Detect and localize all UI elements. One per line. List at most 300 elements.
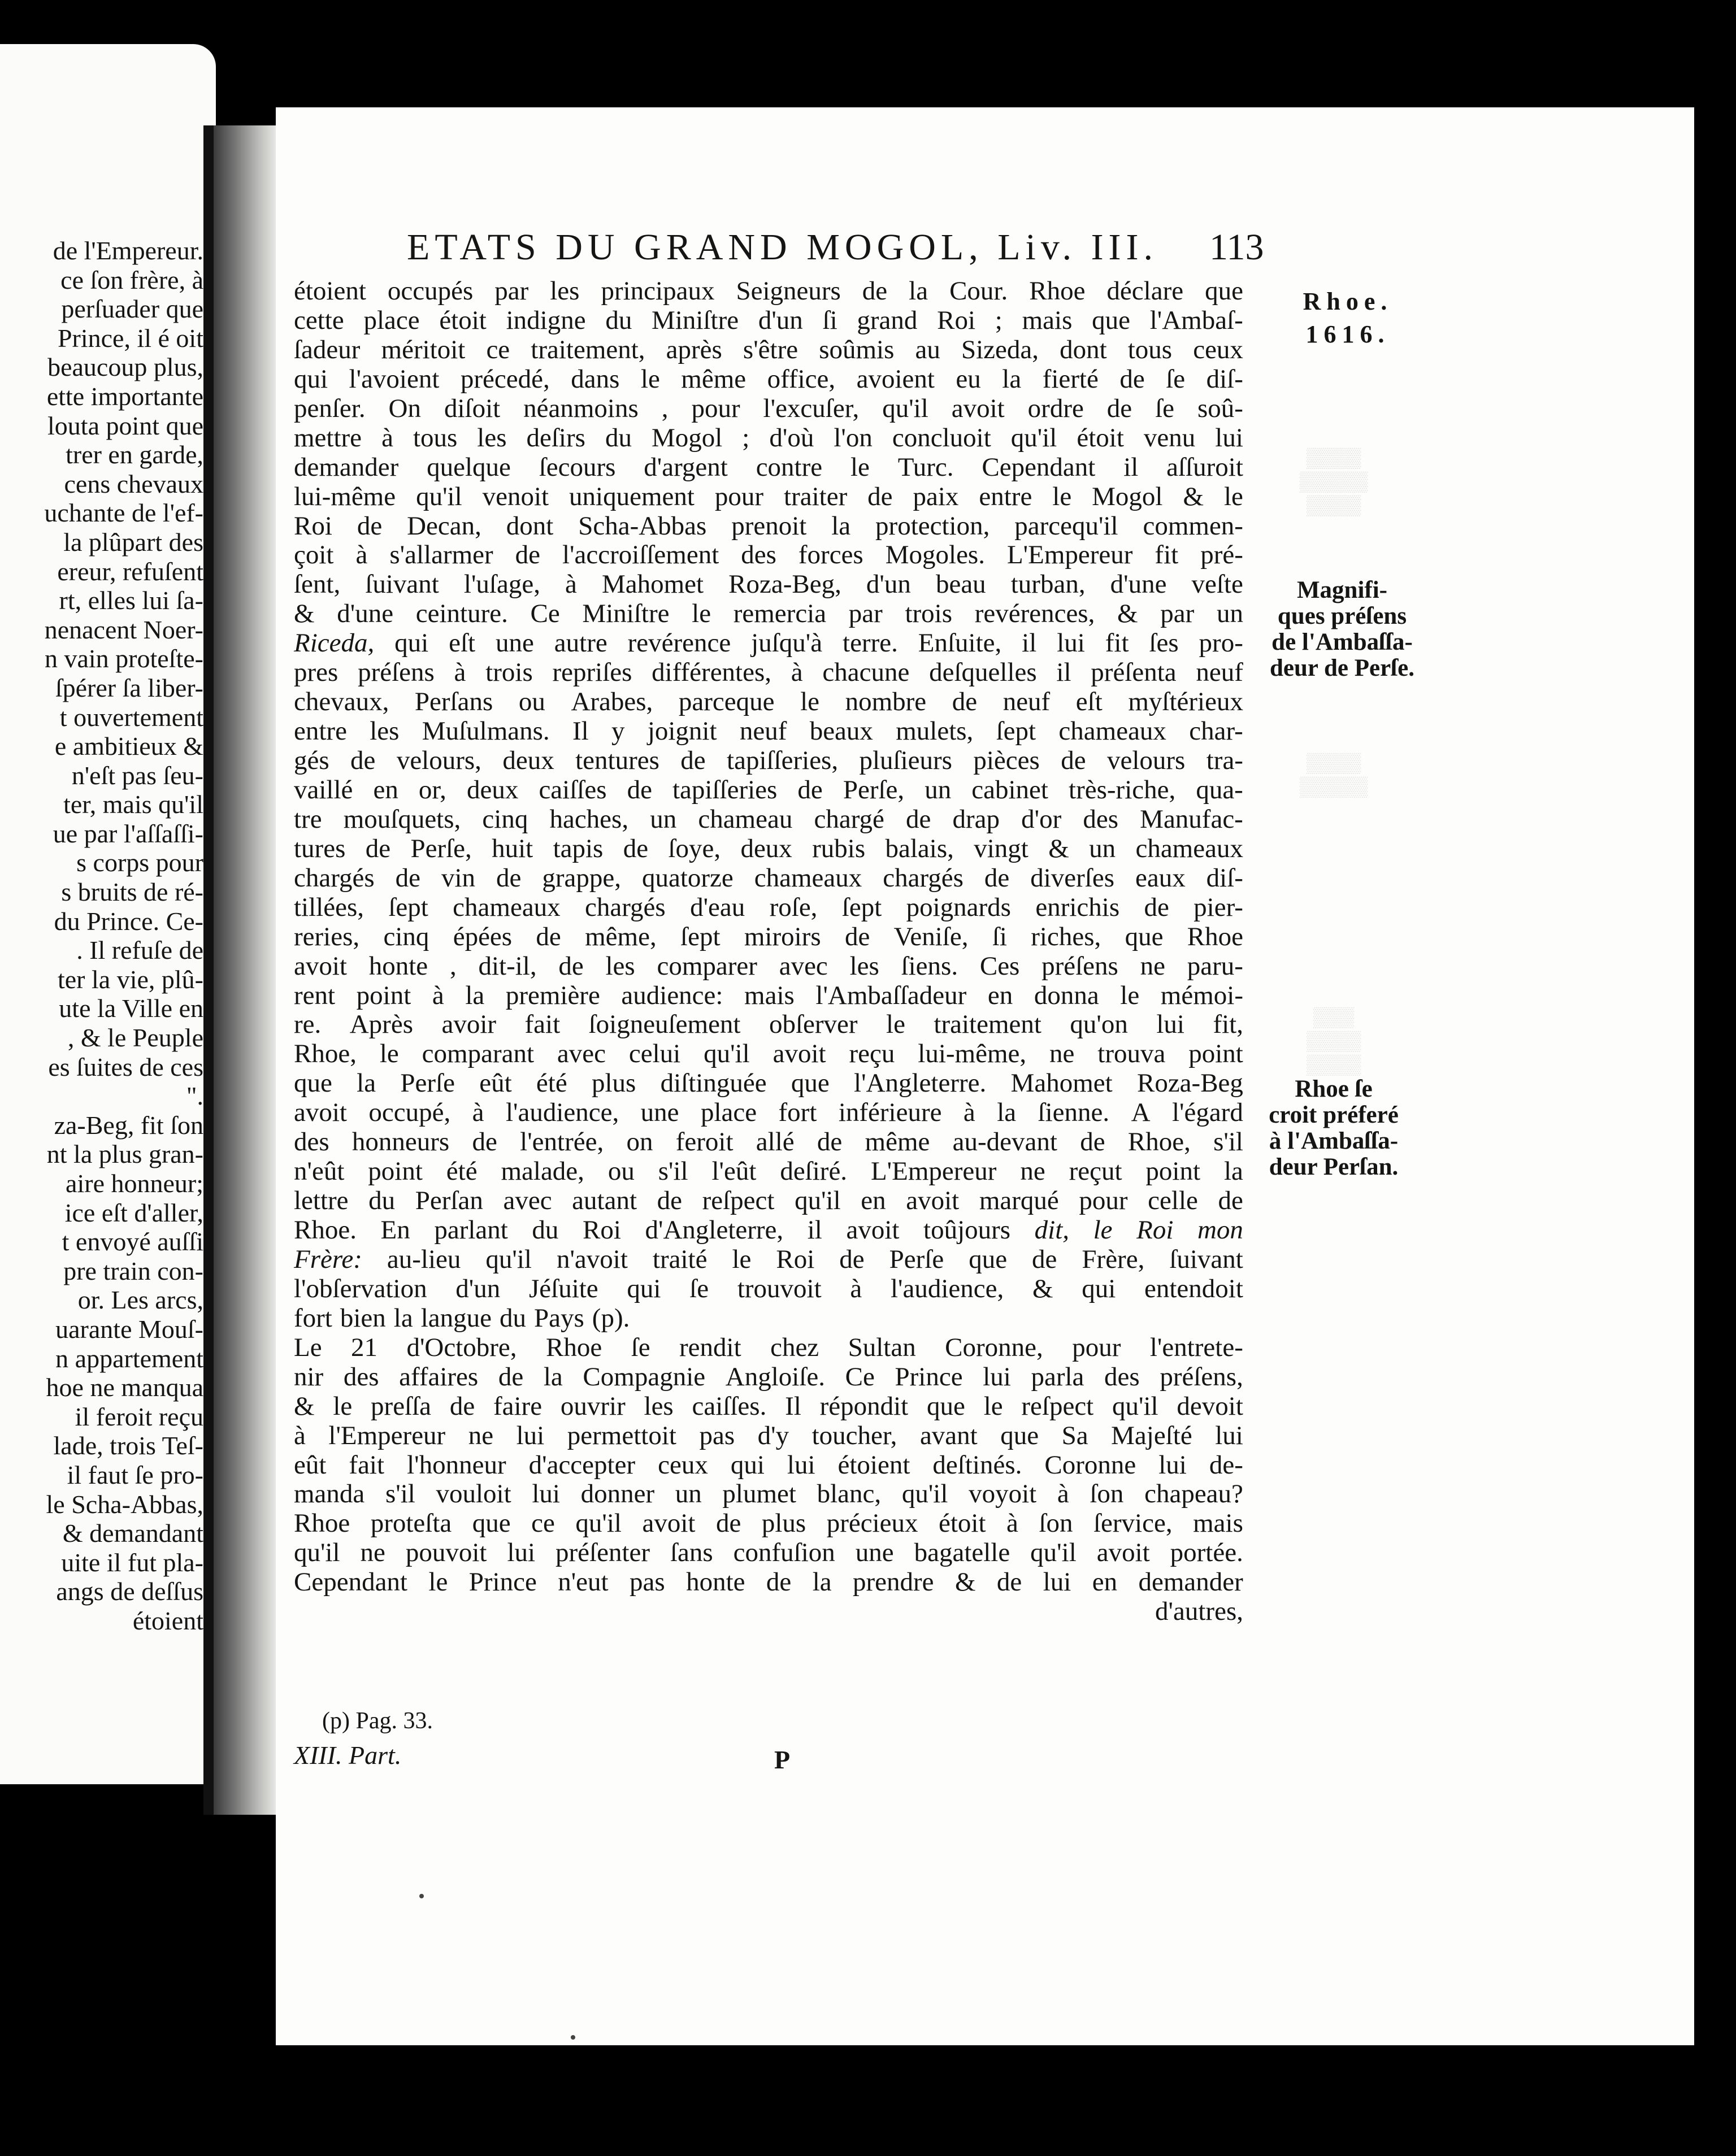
word: Ce: [530, 599, 560, 629]
left-page-line: il feroit reçu: [75, 1402, 203, 1431]
text-line: [294, 1128, 1243, 1157]
left-page-line: le Scha-Abbas,: [46, 1489, 203, 1519]
word: inférieure: [838, 1098, 942, 1128]
word: que: [472, 1509, 511, 1538]
word: l'audience,: [890, 1273, 1004, 1303]
word: deſirs: [526, 423, 585, 453]
text-line: [294, 1040, 1243, 1069]
word: de: [952, 687, 978, 717]
word: qu'il: [795, 1186, 841, 1216]
word: Angloiſe.: [725, 1362, 825, 1392]
word: comparant: [422, 1039, 535, 1069]
word: que: [1125, 921, 1164, 951]
word: Le: [294, 1332, 322, 1362]
text-line: [294, 1451, 1243, 1480]
word: d'accepter: [528, 1450, 636, 1480]
word: marqué: [979, 1186, 1059, 1216]
word: après: [666, 334, 722, 364]
word: que: [1000, 1420, 1039, 1450]
word: même: [865, 1127, 930, 1157]
word: reſpect: [702, 1186, 775, 1216]
word: à: [381, 423, 393, 453]
word: obſerver: [769, 1010, 858, 1040]
word: ſept: [841, 892, 882, 922]
word: Jéſuite: [528, 1273, 598, 1303]
word: de: [905, 804, 931, 834]
word: étoit: [439, 305, 487, 335]
word: &: [294, 1391, 315, 1421]
word: préſenter: [555, 1538, 650, 1568]
word: diſ-: [1206, 364, 1243, 394]
word: point: [1145, 1157, 1201, 1186]
word: en: [861, 1186, 886, 1216]
word: En: [380, 1215, 410, 1245]
word: ſervice,: [1093, 1509, 1173, 1538]
word: par: [848, 599, 883, 629]
word: ſoye,: [668, 833, 721, 863]
word: ouvrir: [560, 1391, 626, 1421]
word: précieux: [826, 1509, 918, 1538]
word: pouvoit: [405, 1538, 487, 1568]
word: des: [343, 1362, 379, 1392]
word: de: [817, 1127, 843, 1157]
word: étoient: [294, 276, 366, 306]
word: répondit: [819, 1391, 909, 1421]
word: de: [1144, 892, 1169, 922]
word: ſon: [1090, 1479, 1124, 1509]
left-page-line: perſuader que: [61, 294, 203, 324]
left-page-line: ice eſt d'aller,: [64, 1198, 203, 1227]
word: ſienne.: [1038, 1098, 1110, 1128]
text-line: [294, 688, 1243, 717]
word: voyoit: [969, 1479, 1037, 1509]
word: avoit: [294, 1098, 347, 1128]
word: à: [472, 1098, 484, 1128]
signature-mark: P: [774, 1745, 791, 1774]
word: Il: [572, 716, 589, 746]
word: une: [855, 1538, 894, 1568]
word: Mahomet: [1010, 1068, 1113, 1098]
word: que: [1092, 305, 1130, 335]
word: reçu: [849, 1039, 895, 1069]
word: reſpect: [1021, 1391, 1094, 1421]
word: n'eut: [558, 1567, 609, 1597]
word: s'il: [385, 1479, 415, 1509]
word: chacune: [822, 658, 910, 688]
word: des: [1104, 1362, 1140, 1392]
left-page-line: e ambitieux &: [54, 732, 203, 761]
word: le: [1120, 980, 1140, 1010]
word: mouſquets,: [343, 804, 461, 834]
word: de: [996, 1567, 1022, 1597]
word: la: [1002, 364, 1022, 394]
word: ou: [518, 687, 545, 717]
word: l'Ambaſſadeur: [815, 980, 967, 1010]
text-line: [294, 629, 1243, 658]
word: de: [715, 1509, 741, 1538]
margin-note-line: ques préſens: [1277, 603, 1407, 629]
word: Compagnie: [583, 1362, 706, 1392]
text-line: [294, 717, 1243, 746]
word: dans: [571, 364, 620, 394]
word: ne: [1049, 1039, 1075, 1069]
word: il: [1056, 658, 1071, 688]
word: chameaux: [1135, 833, 1243, 863]
word: qui: [627, 1273, 661, 1303]
word: On: [388, 393, 421, 423]
word: qui: [1082, 1273, 1116, 1303]
word: l'Empereur: [328, 1420, 446, 1450]
word: tra-: [1206, 746, 1243, 775]
word: demander: [294, 452, 399, 482]
word: tillées,: [294, 892, 364, 922]
word: d'une: [337, 599, 394, 629]
word: l'excuſer,: [763, 393, 860, 423]
left-page-line: hoe ne manqua: [46, 1373, 203, 1402]
word: fit: [1105, 628, 1129, 658]
word: toucher,: [811, 1420, 897, 1450]
left-page-line: n appartement: [55, 1344, 203, 1373]
word: fort: [294, 1303, 332, 1333]
word: d'eau: [690, 892, 745, 922]
word: Sa: [1061, 1420, 1088, 1450]
word: honte: [686, 1567, 745, 1597]
word: de: [766, 1567, 792, 1597]
text-line: [294, 541, 1243, 570]
word: donner: [580, 1479, 655, 1509]
word: des: [1083, 804, 1119, 834]
word: étoit: [1077, 423, 1124, 453]
text-line: [294, 599, 1243, 629]
word: la: [393, 1303, 413, 1333]
word: &: [1183, 481, 1204, 511]
word: ſecours: [539, 452, 616, 482]
word: la: [909, 276, 928, 306]
left-page-line: il faut ſe pro-: [67, 1460, 203, 1489]
word: l'entrete-: [1149, 1332, 1243, 1362]
word: lui: [516, 1420, 545, 1450]
word: entre: [294, 716, 347, 746]
word: s'allarmer: [389, 540, 493, 570]
text-line: [294, 893, 1243, 923]
word: parla: [1031, 1362, 1084, 1392]
word: Coronne: [1044, 1450, 1136, 1480]
text-line: [294, 1597, 1243, 1627]
word: malade,: [501, 1157, 584, 1186]
word: nombre: [845, 687, 927, 717]
word: char-: [1189, 716, 1243, 746]
word: de: [515, 540, 541, 570]
word: devoit: [1177, 1391, 1243, 1421]
text-line: [294, 1304, 1243, 1333]
word: grappe,: [542, 863, 621, 893]
word: chameaux: [1058, 716, 1166, 746]
word: Après: [349, 1010, 413, 1040]
footnote: (p) Pag. 33.: [322, 1708, 433, 1734]
word: point: [356, 980, 411, 1010]
word: Cour.: [949, 276, 1008, 306]
word: de: [862, 276, 888, 306]
running-head: [407, 226, 1736, 271]
word: ſans: [670, 1538, 713, 1568]
word: les: [849, 951, 879, 981]
text-line: [294, 1538, 1243, 1568]
word: toûjours: [923, 1215, 1011, 1245]
word: qu'il: [704, 1039, 750, 1069]
text-line: [294, 658, 1243, 688]
word: qu'il: [575, 1509, 622, 1538]
word: à: [432, 980, 444, 1010]
text-line: [294, 1157, 1243, 1186]
word: lui: [983, 1362, 1011, 1392]
word: Coronne,: [945, 1332, 1043, 1362]
word: prenoit: [731, 511, 807, 541]
word: neuf: [1002, 687, 1051, 717]
word: Roza-Beg: [1136, 1068, 1243, 1098]
word: dit-il,: [478, 951, 537, 981]
word: s'il: [1213, 1127, 1243, 1157]
word: parlant: [434, 1215, 508, 1245]
word: fait: [349, 1450, 385, 1480]
word: que: [294, 1068, 332, 1098]
word: la: [812, 1567, 832, 1597]
word: le: [850, 452, 870, 482]
word: dont: [506, 511, 554, 541]
word: la: [465, 980, 485, 1010]
word: il: [807, 1215, 822, 1245]
word: Cependant: [294, 1567, 407, 1597]
word: un: [925, 775, 952, 805]
word: Rhoe,: [294, 1039, 357, 1069]
word: preſſa: [371, 1391, 432, 1421]
word: la: [357, 1068, 376, 1098]
word: demander: [1138, 1567, 1243, 1597]
word: que: [791, 1068, 830, 1098]
word: qu'il: [416, 481, 462, 511]
word: fit,: [1213, 1010, 1243, 1040]
word: re.: [294, 1010, 322, 1040]
word: que: [927, 1391, 965, 1421]
word: de: [657, 1186, 682, 1216]
text-line: [294, 864, 1243, 893]
word: la: [831, 511, 851, 541]
word: Muſulmans.: [422, 716, 550, 746]
word: joignit: [647, 716, 717, 746]
word: pour: [1072, 1332, 1121, 1362]
word: ;: [742, 423, 750, 453]
word: Prince: [895, 1362, 963, 1392]
word: par: [1160, 599, 1195, 629]
word: trouva: [1097, 1039, 1166, 1069]
left-page-line: nt la plus gran-: [46, 1140, 203, 1169]
word: Perſe,: [410, 833, 472, 863]
word: affaires: [399, 1362, 479, 1392]
word: langue: [420, 1303, 492, 1333]
word: Roza-Beg,: [728, 570, 841, 599]
word: forces: [798, 540, 863, 570]
word: mais: [744, 980, 795, 1010]
word: neuf: [739, 716, 787, 746]
word: autre: [554, 628, 607, 658]
page-number: 113: [1209, 227, 1264, 268]
word: ſe: [631, 1332, 650, 1362]
margin-note-magnificent-presents: [1252, 577, 1433, 681]
word: balais,: [885, 833, 954, 863]
left-page-line: Prince, il é oit: [57, 323, 203, 353]
word: l'eût: [711, 1157, 757, 1186]
word: place: [363, 305, 420, 335]
word: de: [797, 775, 823, 805]
word: eſt: [449, 628, 476, 658]
word: velours,: [396, 746, 481, 775]
word: traitement: [934, 1010, 1041, 1040]
word: mais: [1193, 1509, 1243, 1538]
word: mettre: [294, 423, 362, 453]
text-line: [294, 805, 1243, 834]
word: qu'il: [1112, 1391, 1158, 1421]
word: (p).: [592, 1303, 630, 1333]
word: honte: [368, 951, 428, 981]
word: mémoi-: [1160, 980, 1243, 1010]
word: Ce: [845, 1362, 875, 1392]
word: bagatelle: [914, 1538, 1010, 1568]
left-page-line: & demandant: [62, 1519, 203, 1548]
word: que: [1205, 276, 1243, 306]
word: à: [850, 1273, 862, 1303]
word: ne: [360, 1538, 385, 1568]
word: Rhoe.: [294, 1215, 357, 1245]
text-line: [294, 1069, 1243, 1098]
left-page-line: es ſuites de ces: [48, 1052, 203, 1081]
word: qua-: [1196, 775, 1243, 805]
word: eût: [479, 1068, 512, 1098]
word: ,: [449, 951, 457, 981]
word: de: [496, 863, 522, 893]
word: différentes,: [652, 658, 772, 688]
word: permettoit: [567, 1420, 676, 1450]
word: le: [1052, 481, 1072, 511]
text-line: [294, 1392, 1243, 1422]
word: de: [357, 511, 383, 541]
word: chargés: [294, 863, 375, 893]
word: un: [650, 804, 677, 834]
left-page-line: la plûpart des: [63, 527, 203, 557]
word: chapeau?: [1144, 1479, 1243, 1509]
word: Riceda,: [294, 628, 375, 658]
word: protection,: [875, 511, 990, 541]
text-line: [294, 570, 1243, 599]
left-page-line: ter la vie, plû-: [57, 964, 203, 994]
word: ſept: [680, 921, 721, 951]
word: lui: [1043, 1567, 1071, 1597]
word: Frère,: [1082, 1244, 1145, 1274]
text-line: [294, 1363, 1243, 1392]
left-page-line: or. Les arcs,: [77, 1285, 203, 1315]
word: Mogoles.: [885, 540, 985, 570]
word: Sizeda,: [961, 334, 1039, 364]
word: ce: [486, 334, 510, 364]
word: ne: [1020, 1157, 1045, 1186]
left-page-line: ".: [186, 1081, 203, 1111]
word: le: [732, 1244, 752, 1274]
word: épées: [453, 921, 513, 951]
word: de: [350, 746, 376, 775]
word: fit: [1155, 540, 1179, 570]
word: de: [867, 481, 893, 511]
word: qu'il: [1030, 1538, 1077, 1568]
word: plus: [591, 1068, 636, 1098]
text-line: [294, 277, 1243, 306]
word: celui: [628, 1039, 681, 1069]
text-line: [294, 923, 1243, 952]
word: Prince: [468, 1567, 537, 1597]
word: plus: [761, 1509, 806, 1538]
word: feroit: [675, 1127, 734, 1157]
word: de: [627, 775, 652, 805]
word: ſent,: [294, 570, 341, 599]
word: &: [294, 599, 315, 629]
left-page-line: aire honneur;: [66, 1169, 203, 1198]
word: ſiens.: [901, 951, 958, 981]
word: rent: [294, 980, 336, 1010]
word: fait: [524, 1010, 561, 1040]
word: ſon: [1039, 1509, 1073, 1538]
word: en: [1092, 1567, 1118, 1597]
left-page-text: [0, 236, 203, 1636]
word: à: [454, 658, 466, 688]
word: avoit: [906, 1186, 960, 1216]
word: venu: [1143, 423, 1196, 453]
word: préſens,: [1160, 1362, 1243, 1392]
word: de: [680, 746, 706, 775]
word: la: [1223, 1157, 1243, 1186]
word: lettre: [294, 1186, 349, 1216]
word: vaillé: [294, 775, 353, 805]
word: ce: [531, 1509, 555, 1538]
text-line: [294, 1509, 1243, 1538]
word: lui: [787, 1450, 815, 1480]
word: reçut: [1069, 1157, 1122, 1186]
left-page-line: ce ſon frère, à: [60, 265, 203, 294]
word: 21: [351, 1332, 378, 1362]
word: fierté: [1042, 364, 1099, 394]
word: lui-même,: [918, 1039, 1027, 1069]
word: ſadeur: [294, 334, 361, 364]
word: l'audience,: [505, 1098, 619, 1128]
word: cette: [294, 305, 344, 335]
word: de: [1032, 1244, 1057, 1274]
word: Seigneurs: [736, 276, 841, 306]
word: le: [983, 1391, 1003, 1421]
word: diverſes: [1030, 863, 1114, 893]
word: qui: [730, 1450, 765, 1480]
word: chameaux: [453, 892, 561, 922]
word: d'un: [455, 1273, 501, 1303]
word: une: [640, 1098, 679, 1128]
word: ſept: [996, 716, 1036, 746]
left-page-line: ſpérer ſa liber-: [55, 673, 203, 702]
ink-speck: [419, 1894, 424, 1898]
word: de: [984, 863, 1010, 893]
word: Arabes,: [571, 687, 653, 717]
margin-note-line: à l'Ambaſſa-: [1269, 1128, 1399, 1154]
word: venoit: [482, 481, 549, 511]
word: revérence: [627, 628, 731, 658]
word: à: [791, 658, 803, 688]
word: l'égard: [1171, 1098, 1243, 1128]
left-page-line: ute la Ville en: [59, 994, 203, 1023]
word: d'un: [866, 570, 911, 599]
